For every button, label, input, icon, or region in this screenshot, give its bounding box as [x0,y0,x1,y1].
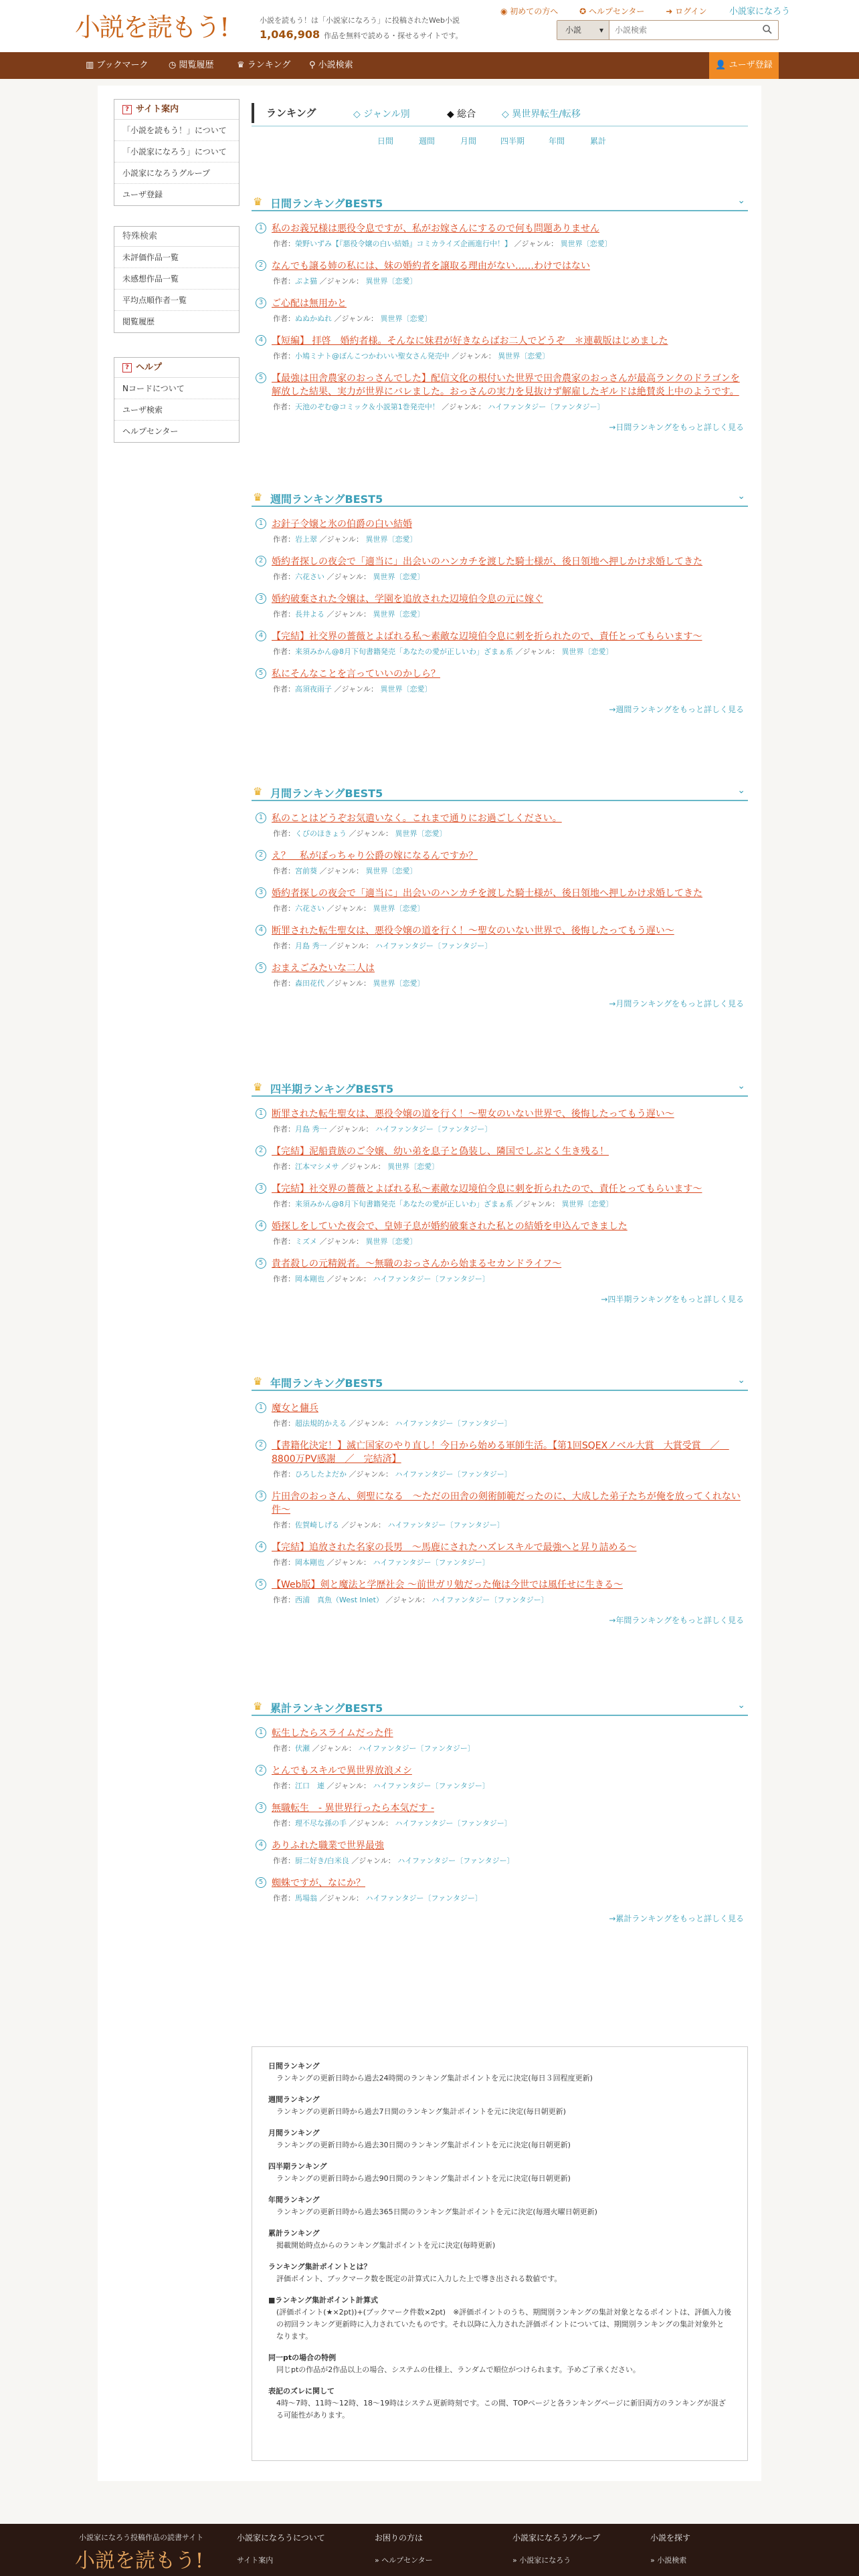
author-link[interactable]: ひろしたよだか [295,1470,347,1479]
novel-title-link[interactable]: 【書籍化決定！】滅亡国家のやり直し！今日から始める軍師生活。【第1回SQEXノベル大賞 大賞受賞 ／ 8800万PV感謝 ／ 完結済】 [272,1440,729,1465]
novel-title-link[interactable]: なんでも譲る姉の私には、妹の婚約者を譲取る理由がない……わけではない [272,261,590,272]
chevron-down-icon[interactable]: ⌄ [737,1081,745,1091]
rank-number: 2 [256,850,266,861]
register-button[interactable]: 👤 ユーザ登録 [709,52,779,79]
ranking-entry: 4 【完結】社交界の薔薇とよばれる私～素敵な辺境伯令息に刺を折られたので、責任とってもらいます～ 作者：来須みかん@8月下旬書籍発売「あなたの愛が正しいわ」ざまぁ系 ／ジャンル： 異世界〔恋愛〕 [252,630,748,657]
genre-link[interactable]: ハイファンタジー〔ファンタジー〕 [387,1521,504,1529]
ranking-entry: 4 【完結】追放された名家の長男 ～馬鹿にされたハズレスキルで最強へと昇り詰める～ 作者：岡本剛也 ／ジャンル： ハイファンタジー〔ファンタジー〕 [252,1541,748,1568]
rank-number: 2 [256,1440,266,1451]
chevron-down-icon[interactable]: ⌄ [737,1375,745,1386]
ranking-entry: 2 【書籍化決定！】滅亡国家のやり直し！今日から始める軍師生活。【第1回SQEXノベル大賞 大賞受賞 ／ 8800万PV感謝 ／ 完結済】 作者：ひろしたよだか ／ジャンル： ハイファンタジー〔ファンタジー〕 [252,1439,748,1479]
genre-link[interactable]: 異世界〔恋愛〕 [387,1162,440,1171]
novel-title-link[interactable]: お針子令嬢と氷の伯爵の白い結婚 [272,519,412,530]
note-heading: 同一ptの場合の特例 [268,2353,337,2362]
more-link[interactable]: →月間ランキングをもっと詳しく見る [609,999,744,1008]
note-heading: 日間ランキング [268,2062,320,2070]
genre-link[interactable]: ハイファンタジー〔ファンタジー〕 [373,1558,490,1567]
tab-overall[interactable]: ◆ 総合 [447,109,476,120]
genre-link[interactable]: ハイファンタジー〔ファンタジー〕 [395,1819,512,1828]
sidebar-item[interactable]: 平均点順作者一覧 [114,290,239,311]
ranking-entry: 5 貴者殺しの元精鋭者。～無職のおっさんから始まるセカンドライフ～ 作者：岡本剛也 ／ジャンル： ハイファンタジー〔ファンタジー〕 [252,1257,748,1284]
search-input[interactable] [615,23,755,37]
crown-icon: ♛ [253,1081,263,1093]
author-link[interactable]: 小鳩ミナト@ぼんこつかわいい聖女さん発売中 [295,352,450,360]
genre-link[interactable]: ハイファンタジー〔ファンタジー〕 [375,942,492,950]
rank-number: 1 [256,1108,266,1119]
ranking-entry: 5 【最強は田舎農家のおっさんでした】配信文化の根付いた世界で田舎農家のおっさんが最高ランクのドラゴンを解放した結果、実力が世界にバレました。おっさんの実力を見抜けず解雇したギルドは絶賛炎上中のようです。 作者：天池のぞむ@コミック＆小説第1巻発売中！ ／ジャンル： ハイファンタジー〔ファンタジー〕 [252,372,748,412]
author-link[interactable]: 宮前葵 [295,867,317,875]
genre-link[interactable]: 異世界〔恋愛〕 [365,867,417,875]
footer-link[interactable]: サイト案内 [237,2556,274,2565]
author-link[interactable]: 長井よる [295,610,324,619]
chevron-down-icon[interactable]: ⌄ [737,785,745,796]
author-link[interactable]: くびのほきょう [295,829,347,838]
nav-bookmark[interactable]: ▥ ブックマーク [86,60,149,70]
novel-title-link[interactable]: 転生したらスライムだった件 [272,1728,393,1739]
genre-link[interactable]: 異世界〔恋愛〕 [373,979,425,988]
note-heading: 年間ランキング [268,2195,320,2204]
ranking-section [252,1372,748,1626]
genre-link[interactable]: 異世界〔恋愛〕 [561,1200,613,1208]
sidebar-item[interactable]: ユーザ登録 [122,190,163,199]
more-link[interactable]: →週間ランキングをもっと詳しく見る [609,705,744,714]
tab-genre[interactable]: ◇ ジャンル別 [353,109,410,120]
author-link[interactable]: 岡本剛也 [295,1275,324,1283]
note-text: 4時〜7時、11時〜12時、18〜19時はシステム更新時刻です。この間、TOPページと各ランキングページに新旧両方のランキングが混ざる可能性があります。 [276,2399,726,2420]
site-footer: 小説家になろう投稿作品の読書サイト 小説を読もう! 小説家になろうについて サイト案内 お困りの方は » ヘルプセンター 小説家になろうグループ » 小説家になろう 小説を探す » 小説検索 [0,2524,859,2576]
ranking-entry: 3 【完結】社交界の薔薇とよばれる私～素敵な辺境伯令息に刺を折られたので、責任とってもらいます～ 作者：来須みかん@8月下旬書籍発売「あなたの愛が正しいわ」ざまぁ系 ／ジャンル： 異世界〔恋愛〕 [252,1182,748,1209]
rank-number: 5 [256,962,266,973]
sidebar-item[interactable]: 閲覧履歴 [122,317,155,326]
genre-link[interactable]: 異世界〔恋愛〕 [373,610,425,619]
question-icon: ? [122,363,132,372]
sidebar-item[interactable]: 未感想作品一覧 [114,268,239,290]
rank-number: 2 [256,556,266,566]
novel-title-link[interactable]: 断罪された転生聖女は、悪役令嬢の道を行く！～聖女のいない世界で、後悔したってもう遅い～ [272,926,674,936]
rank-number: 1 [256,518,266,529]
author-link[interactable]: ぷよ猫 [295,277,317,286]
novel-title-link[interactable]: 片田舎のおっさん、剣聖になる ～ただの田舎の剣術師範だったのに、大成した弟子たちが俺を放ってくれない件～ [272,1491,741,1515]
sidebar-item[interactable]: 小説家になろうグループ [114,163,239,184]
rank-number: 3 [256,593,266,604]
ranking-entry: 4 婚探しをしていた夜会で、皇姉子息が婚約破棄された私との結婚を申込んできました 作者：ミズメ ／ジャンル： 異世界〔恋愛〕 [252,1220,748,1247]
novel-title-link[interactable]: 【完結】社交界の薔薇とよばれる私～素敵な辺境伯令息に刺を折られたので、責任とってもらいます～ [272,1184,702,1194]
rank-number: 1 [256,1402,266,1413]
ranking-entry: 1 お針子令嬢と氷の伯爵の白い結婚 作者：岩上翠 ／ジャンル： 異世界〔恋愛〕 [252,518,748,544]
ranking-entry: 1 私のことはどうぞお気遣いなく。これまで通りにお過ごしください。 作者：くびのほきょう ／ジャンル： 異世界〔恋愛〕 [252,812,748,839]
rank-number: 1 [256,1727,266,1738]
novel-title-link[interactable]: 【完結】社交界の薔薇とよばれる私～素敵な辺境伯令息に刺を折られたので、責任とってもらいます～ [272,631,702,642]
crown-icon: ♛ [237,60,248,70]
novel-title-link[interactable]: 【短編】 拝啓 婚約者様。そんなに妹君が好きならばお二人でどうぞ ＊連載版はじめました [272,336,668,346]
ranking-notes [252,2046,748,2461]
sidebar-item[interactable]: ユーザ検索 [114,399,239,421]
ranking-header [252,99,748,126]
crown-icon: ♛ [253,1700,263,1713]
author-link[interactable]: 厨二好き/白米良 [295,1856,349,1865]
section-header[interactable]: ♛ 日間ランキングBEST5 ⌄ [252,193,748,211]
novel-title-link[interactable]: ご心配は無用かと [272,298,347,309]
ranking-entry: 2 婚約者探しの夜会で「適当に」出会いのハンカチを渡した騎士様が、後日領地へ押しかけ求婚してきた 作者：六花さい ／ジャンル： 異世界〔恋愛〕 [252,555,748,582]
novel-title-link[interactable]: 婚約者探しの夜会で「適当に」出会いのハンカチを渡した騎士様が、後日領地へ押しかけ求婚してきた [272,888,702,899]
genre-link[interactable]: 異世界〔恋愛〕 [373,904,425,913]
ranking-entry: 2 とんでもスキルで異世界放浪メシ 作者：江口 連 ／ジャンル： ハイファンタジー〔ファンタジー〕 [252,1764,748,1791]
work-count: 1,046,908 作品を無料で読める・探せるサイトです。 [260,28,463,41]
rank-number: 2 [256,1765,266,1776]
genre-link[interactable]: ハイファンタジー〔ファンタジー〕 [373,1275,490,1283]
note-heading: 表記のズレに関して [268,2387,335,2395]
author-link[interactable]: 来須みかん@8月下旬書籍発売「あなたの愛が正しいわ」ざまぁ系 [295,647,513,656]
genre-link[interactable]: ハイファンタジー〔ファンタジー〕 [375,1125,492,1134]
rank-number: 3 [256,1183,266,1194]
author-link[interactable]: 森田花代 [295,979,324,988]
main-nav [0,52,859,79]
author-link[interactable]: 理不尽な孫の手 [295,1819,347,1828]
rank-number: 4 [256,335,266,346]
ranking-entry: 2 なんでも譲る姉の私には、妹の婚約者を譲取る理由がない……わけではない 作者：ぷよ猫 ／ジャンル： 異世界〔恋愛〕 [252,259,748,286]
ranking-entry: 1 魔女と傭兵 作者：超法規的かえる ／ジャンル： ハイファンタジー〔ファンタジー〕 [252,1402,748,1428]
note-text: 掲載開始時点からのランキング集計ポイントを元に決定(毎時更新) [276,2241,496,2250]
footer-link[interactable]: » ヘルプセンター [375,2556,433,2565]
ranking-entry: 4 【短編】 拝啓 婚約者様。そんなに妹君が好きならばお二人でどうぞ ＊連載版はじめました 作者：小鳩ミナト@ぼんこつかわいい聖女さん発売中 ／ジャンル： 異世界〔恋愛〕 [252,334,748,361]
author-link[interactable]: 馬場翁 [295,1894,317,1903]
note-heading: ランキング集計ポイントとは？ [268,2262,371,2271]
footer-link[interactable]: » 小説検索 [650,2556,687,2565]
novel-title-link[interactable]: 【完結】泥船貴族のご令嬢、幼い弟を息子と偽装し、隣国でしぶとく生き残る！ [272,1146,609,1157]
novel-title-link[interactable]: 私のことはどうぞお気遣いなく。これまで通りにお過ごしください。 [272,813,562,824]
ranking-entry: 3 婚約者探しの夜会で「適当に」出会いのハンカチを渡した騎士様が、後日領地へ押しかけ求婚してきた 作者：六花さい ／ジャンル： 異世界〔恋愛〕 [252,887,748,914]
crown-icon: ♛ [253,1375,263,1388]
genre-link[interactable]: ハイファンタジー〔ファンタジー〕 [397,1856,514,1865]
ranking-section [252,782,748,1009]
genre-link[interactable]: ハイファンタジー〔ファンタジー〕 [373,1782,490,1790]
rank-number: 2 [256,1146,266,1156]
author-link[interactable]: 月島 秀一 [295,942,327,950]
ranking-entry: 3 婚約破棄された令嬢は、学園を追放された辺境伯令息の元に嫁ぐ 作者：長井よる ／ジャンル： 異世界〔恋愛〕 [252,593,748,619]
more-link[interactable]: →年間ランキングをもっと詳しく見る [609,1616,744,1625]
genre-link[interactable]: 異世界〔恋愛〕 [560,239,612,248]
ranking-section [252,193,748,433]
note-text: ランキングの更新日時から過去365日間のランキング集計ポイントを元に決定(毎週火曜日朝更新) [276,2208,597,2216]
note-heading: 累計ランキング [268,2229,320,2238]
author-link[interactable]: ぬぬかぬれ [295,314,332,323]
user-icon: 👤 [715,60,729,70]
ranking-entry: 1 私のお義兄様は悪役令息ですが、私がお嫁さんにするので何も問題ありません 作者：榮野いずみ【『悪役令嬢の白い結婚』コミカライズ企画進行中！】 ／ジャンル： 異世界〔恋愛〕 [252,222,748,249]
period-weekly[interactable]: 週間 [419,136,436,146]
narou-logo[interactable]: 小説家になろう [729,7,791,17]
page-title: ランキング [266,107,316,119]
note-heading: 四半期ランキング [268,2162,327,2171]
author-link[interactable]: 超法規的かえる [295,1419,347,1428]
genre-link[interactable]: 異世界〔恋愛〕 [395,829,447,838]
genre-link[interactable]: ハイファンタジー〔ファンタジー〕 [395,1470,512,1479]
question-icon: ? [122,105,132,114]
nav-history[interactable]: ◷ 閲覧履歴 [169,60,214,70]
note-heading: 月間ランキング [268,2129,320,2137]
genre-link[interactable]: ハイファンタジー〔ファンタジー〕 [395,1419,512,1428]
author-link[interactable]: 岡本剛也 [295,1558,324,1567]
ranking-entry: 2 え？ 私がぽっちゃり公爵の嫁になるんですか？ 作者：宮前葵 ／ジャンル： 異世界〔恋愛〕 [252,849,748,876]
rank-number: 4 [256,1541,266,1552]
novel-title-link[interactable]: 【Web版】剣と魔法と学歴社会 ～前世ガリ勉だった俺は今世では風任せに生きる～ [272,1580,623,1590]
ranking-entry: 4 ありふれた職業で世界最強 作者：厨二好き/白米良 ／ジャンル： ハイファンタジー〔ファンタジー〕 [252,1839,748,1866]
period-total[interactable]: 累計 [590,136,607,146]
rank-number: 3 [256,887,266,898]
nav-ranking[interactable]: ♛ ランキング [237,60,291,70]
note-text: ランキングの更新日時から過去7日間のランキング集計ポイントを元に決定(毎日朝更新) [276,2107,566,2116]
author-link[interactable]: ミズメ [295,1237,317,1246]
rank-number: 5 [256,1258,266,1269]
note-text: ランキングの更新日時から過去24時間のランキング集計ポイントを元に決定(毎日３回程度更新) [276,2074,593,2082]
crown-icon: ♛ [253,195,263,208]
author-link[interactable]: 伏瀬 [295,1744,310,1753]
author-link[interactable]: 佐賀崎しげる [295,1521,339,1529]
genre-link[interactable]: 異世界〔恋愛〕 [380,685,432,693]
novel-title-link[interactable]: 私のお義兄様は悪役令息ですが、私がお嫁さんにするので何も問題ありません [272,223,599,234]
ranking-entry: 5 蜘蛛ですが、なにか？ 作者：馬場翁 ／ジャンル： ハイファンタジー〔ファンタジー〕 [252,1876,748,1903]
sidebar-item[interactable]: 「小説を読もう！」について [114,120,239,141]
author-link[interactable]: 江口 連 [295,1782,324,1790]
ranking-entry: 5 私にそんなことを言っていいのかしら？ 作者：高須夜雨子 ／ジャンル： 異世界〔恋愛〕 [252,667,748,694]
note-text: (評価ポイント(★×2pt))+(ブックマーク件数×2pt) ※評価ポイントのうち、期間別ランキングの集計対象となるポイントは、評価入力後の初回ランキング更新時に入力されていたものです。それ以降に入力された評価ポイントについては、期間別ランキングの集計対象外となります。 [276,2308,731,2341]
novel-title-link[interactable]: 婚探しをしていた夜会で、皇姉子息が婚約破棄された私との結婚を申込んできました [272,1221,628,1232]
genre-link[interactable]: 異世界〔恋愛〕 [365,1237,417,1246]
author-link[interactable]: 高須夜雨子 [295,685,332,693]
ranking-section [252,1078,748,1305]
note-heading: 週間ランキング [268,2095,320,2104]
novel-title-link[interactable]: 婚約破棄された令嬢は、学園を追放された辺境伯令息の元に嫁ぐ [272,594,543,605]
genre-link[interactable]: ハイファンタジー〔ファンタジー〕 [488,403,605,411]
genre-link[interactable]: ハイファンタジー〔ファンタジー〕 [365,1894,482,1903]
novel-title-link[interactable]: とんでもスキルで異世界放浪メシ [272,1765,412,1776]
sidebar-item[interactable]: Nコードについて [114,378,239,399]
rank-number: 4 [256,631,266,641]
ranking-entry: 5 おまえごみたいな二人は 作者：森田花代 ／ジャンル： 異世界〔恋愛〕 [252,962,748,988]
ranking-entry: 2 【完結】泥船貴族のご令嬢、幼い弟を息子と偽装し、隣国でしぶとく生き残る！ 作者：江本マシメサ ／ジャンル： 異世界〔恋愛〕 [252,1145,748,1172]
novel-title-link[interactable]: ありふれた職業で世界最強 [272,1840,384,1851]
novel-title-link[interactable]: 私にそんなことを言っていいのかしら？ [272,669,440,679]
novel-title-link[interactable]: おまえごみたいな二人は [272,963,375,974]
genre-link[interactable]: ハイファンタジー〔ファンタジー〕 [358,1744,475,1753]
genre-link[interactable]: 異世界〔恋愛〕 [498,352,550,360]
sidebar-guide: ? サイト案内 「小説を読もう！」について 「小説家になろう」について 小説家になろうグループ ユーザ登録 [114,99,240,206]
login-link[interactable]: ➜ ログイン [666,7,707,16]
search-bar [557,20,779,40]
novel-title-link[interactable]: 【最強は田舎農家のおっさんでした】配信文化の根付いた世界で田舎農家のおっさんが最高ランクのドラゴンを解放した結果、実力が世界にバレました。おっさんの実力を見抜けず解雇したギルドは絶賛炎上中のようです。 [272,373,740,397]
novel-title-link[interactable]: え？ 私がぽっちゃり公爵の嫁になるんですか？ [272,851,478,861]
novel-title-link[interactable]: 魔女と傭兵 [272,1403,318,1414]
period-daily[interactable]: 日間 [377,136,394,146]
author-link[interactable]: 岩上翠 [295,535,317,544]
beginner-link[interactable]: ◉ 初めての方へ [500,7,559,16]
ranking-entry: 3 ご心配は無用かと 作者：ぬぬかぬれ ／ジャンル： 異世界〔恋愛〕 [252,297,748,324]
section-header[interactable]: ♛ 年間ランキングBEST5 ⌄ [252,1372,748,1391]
search-nav-icon: ⚲ [309,60,318,70]
sidebar-item[interactable]: 未評価作品一覧 [114,247,239,268]
crown-icon: ♛ [253,785,263,798]
page-content [98,86,761,2481]
ranking-section [252,1697,748,1924]
rank-number: 2 [256,260,266,271]
author-link[interactable]: 西浦 真魚（West Inlet） [295,1596,383,1604]
novel-title-link[interactable]: 蜘蛛ですが、なにか？ [272,1878,365,1889]
author-link[interactable]: 来須みかん@8月下旬書籍発売「あなたの愛が正しいわ」ざまぁ系 [295,1200,513,1208]
site-logo[interactable]: 小説を読もう! [75,13,229,42]
more-link[interactable]: →四半期ランキングをもっと詳しく見る [601,1295,744,1304]
period-quarterly[interactable]: 四半期 [500,136,525,146]
sidebar-help: ? ヘルプ Nコードについて ユーザ検索 ヘルプセンター [114,357,240,443]
bookmark-icon: ▥ [86,60,97,70]
ranking-entry: 3 無職転生 - 異世界行ったら本気だす - 作者：理不尽な孫の手 ／ジャンル： ハイファンタジー〔ファンタジー〕 [252,1802,748,1828]
rank-number: 5 [256,1877,266,1888]
genre-link[interactable]: 異世界〔恋愛〕 [365,535,417,544]
section-header[interactable]: ♛ 月間ランキングBEST5 ⌄ [252,782,748,801]
rank-number: 5 [256,372,266,383]
section-header[interactable]: ♛ 週間ランキングBEST5 ⌄ [252,488,748,507]
rank-number: 3 [256,298,266,308]
ranking-entry: 3 片田舎のおっさん、剣聖になる ～ただの田舎の剣術師範だったのに、大成した弟子たちが俺を放ってくれない件～ 作者：佐賀崎しげる ／ジャンル： ハイファンタジー〔ファンタジー〕 [252,1490,748,1530]
author-link[interactable]: 江本マシメサ [295,1162,339,1171]
novel-title-link[interactable]: 【完結】追放された名家の長男 ～馬鹿にされたハズレスキルで最強へと昇り詰める～ [272,1542,637,1553]
tab-isekai[interactable]: ◇ 異世界転生/転移 [502,109,581,120]
more-link[interactable]: →日間ランキングをもっと詳しく見る [609,423,744,432]
genre-link[interactable]: 異世界〔恋愛〕 [561,647,613,656]
site-intro: 小説を読もう！は「小説家になろう」に投稿されたWeb小説 [260,16,460,25]
footer-logo[interactable]: 小説を読もう! [75,2549,204,2573]
author-link[interactable]: 月島 秀一 [295,1125,327,1134]
genre-link[interactable]: ハイファンタジー〔ファンタジー〕 [432,1596,549,1604]
rank-number: 1 [256,813,266,823]
search-type-select[interactable]: 小説 ▾ [557,21,609,39]
footer-link[interactable]: » 小説家になろう [512,2556,571,2565]
novel-title-link[interactable]: 断罪された転生聖女は、悪役令嬢の道を行く！～聖女のいない世界で、後悔したってもう遅い～ [272,1109,674,1119]
ranking-entry: 5 【Web版】剣と魔法と学歴社会 ～前世ガリ勉だった俺は今世では風任せに生きる～ 作者：西浦 真魚（West Inlet） ／ジャンル： ハイファンタジー〔ファンタジー〕 [252,1578,748,1605]
rank-number: 1 [256,223,266,233]
chevron-down-icon[interactable]: ⌄ [737,491,745,502]
more-link[interactable]: →累計ランキングをもっと詳しく見る [609,1914,744,1923]
author-link[interactable]: 六花さい [295,572,324,581]
note-text: 評価ポイント、ブックマーク数を既定の計算式に入力した上で導き出される数値です。 [276,2274,562,2283]
note-text: ランキングの更新日時から過去30日間のランキング集計ポイントを元に決定(毎日朝更新) [276,2141,571,2149]
sidebar-item[interactable]: ヘルプセンター [122,427,179,436]
genre-link[interactable]: 異世界〔恋愛〕 [380,314,432,323]
rank-number: 5 [256,668,266,679]
ranking-section [252,488,748,715]
author-link[interactable]: 六花さい [295,904,324,913]
ranking-entry: 4 断罪された転生聖女は、悪役令嬢の道を行く！～聖女のいない世界で、後悔したってもう遅い～ 作者：月島 秀一 ／ジャンル： ハイファンタジー〔ファンタジー〕 [252,924,748,951]
ranking-entry: 1 転生したらスライムだった件 作者：伏瀬 ／ジャンル： ハイファンタジー〔ファンタジー〕 [252,1727,748,1753]
author-link[interactable]: 榮野いずみ【『悪役令嬢の白い結婚』コミカライズ企画進行中！】 [295,239,512,248]
rank-number: 4 [256,1840,266,1850]
period-links [252,131,748,150]
chevron-down-icon[interactable]: ⌄ [737,195,745,206]
section-header[interactable]: ♛ 累計ランキングBEST5 ⌄ [252,1697,748,1716]
sidebar-item[interactable]: 「小説家になろう」について [114,141,239,163]
period-yearly[interactable]: 年間 [549,136,565,146]
search-icon[interactable] [762,24,773,35]
rank-number: 5 [256,1579,266,1590]
note-text: 同じptの作品が2作品以上の場合、システムの仕様上、ランダムで順位がつけられます。予めご了承ください。 [276,2365,640,2374]
genre-link[interactable]: 異世界〔恋愛〕 [365,277,417,286]
author-link[interactable]: 天池のぞむ@コミック＆小説第1巻発売中！ [295,403,440,411]
note-heading: ■ランキング集計ポイント計算式 [268,2296,379,2304]
period-monthly[interactable]: 月間 [460,136,477,146]
section-header[interactable]: ♛ 四半期ランキングBEST5 ⌄ [252,1078,748,1097]
sidebar-special: 特殊検索 未評価作品一覧 未感想作品一覧 平均点順作者一覧 閲覧履歴 [114,226,240,333]
history-icon: ◷ [169,60,179,70]
help-link[interactable]: ✪ ヘルプセンター [579,7,645,16]
top-links [500,5,726,17]
novel-title-link[interactable]: 無職転生 - 異世界行ったら本気だす - [272,1803,435,1814]
rank-number: 4 [256,1220,266,1231]
ranking-entry: 1 断罪された転生聖女は、悪役令嬢の道を行く！～聖女のいない世界で、後悔したってもう遅い～ 作者：月島 秀一 ／ジャンル： ハイファンタジー〔ファンタジー〕 [252,1107,748,1134]
genre-link[interactable]: 異世界〔恋愛〕 [373,572,425,581]
chevron-down-icon[interactable]: ⌄ [737,1700,745,1711]
crown-icon: ♛ [253,491,263,504]
novel-title-link[interactable]: 婚約者探しの夜会で「適当に」出会いのハンカチを渡した騎士様が、後日領地へ押しかけ求婚してきた [272,556,702,567]
rank-number: 4 [256,925,266,936]
note-text: ランキングの更新日時から過去90日間のランキング集計ポイントを元に決定(毎日朝更新) [276,2174,571,2183]
rank-number: 3 [256,1491,266,1501]
site-header [0,0,859,52]
novel-title-link[interactable]: 貴者殺しの元精鋭者。～無職のおっさんから始まるセカンドライフ～ [272,1259,562,1269]
rank-number: 3 [256,1802,266,1813]
nav-search[interactable]: ⚲ 小説検索 [309,60,353,70]
